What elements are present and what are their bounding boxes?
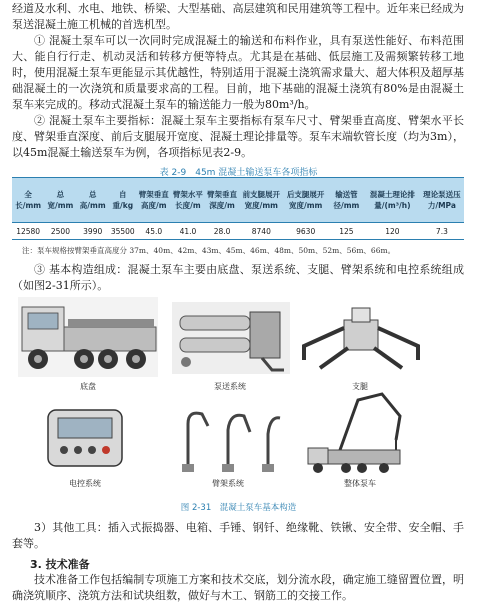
paragraph-features: ① 混凝土泵车可以一次同时完成混凝土的输送和布料作业，具有泵送性能好、布料范围大、能自行行走、机动灵活和转移方便等特点。尤其是在基础、低层施工及需频繁转移工地时，使用混凝土泵车更能显示其优越性，特别适用于混凝土浇筑需求量大、超大体积及超厚基础混凝土的一次浇筑和质量要求高的工程。目前，地下基础的混凝土浇筑有80%是由混凝土泵车来完成的。移动式混凝土泵车的输送能力一般为80m³/h。 <box>12 34 464 111</box>
figure-label-outrigger: 支腿 <box>352 382 368 391</box>
boom-system-image <box>168 404 288 474</box>
control-system-image <box>40 404 130 474</box>
table-cell: 28.0 <box>205 223 239 240</box>
table-header-cell: 混凝土理论排量/(m³/h) <box>365 178 420 223</box>
table-cell: 3990 <box>77 223 109 240</box>
table-header-cell: 自重/kg <box>109 178 137 223</box>
table-note: 注：泵车规格按臂架垂直高度分 37m、40m、42m、43m、45m、46m、48m、50m、52m、56m、66m。 <box>22 246 396 255</box>
table-cell: 120 <box>365 223 420 240</box>
table-header-cell: 理论泵送压力/MPa <box>420 178 464 223</box>
table-header-cell: 臂架垂直高度/m <box>137 178 171 223</box>
table-header-cell: 后支腿展开宽度/mm <box>284 178 328 223</box>
table-cell: 7.3 <box>420 223 464 240</box>
table-cell: 8740 <box>239 223 283 240</box>
paragraph-structure: ③ 基本构造组成：混凝土泵车主要由底盘、泵送系统、支腿、臂架系统和电控系统组成（如图2-31所示）。 <box>12 263 464 292</box>
table-header-cell: 全长/mm <box>12 178 44 223</box>
paragraph-indicators: ② 混凝土泵车主要指标：混凝土泵车主要指标有泵车尺寸、臂架垂直高度、臂架水平长度、臂架垂直深度、前后支腿展开宽度、混凝土理论排量等。泵车末端软管长度（均为3m），以45m混凝土输送泵车为例，各项指标见表2-9。 <box>12 114 464 159</box>
table-row <box>12 223 464 240</box>
figure-label-chassis: 底盘 <box>80 382 96 391</box>
table-header-cell: 臂架垂直深度/m <box>205 178 239 223</box>
figure-label-boom: 臂架系统 <box>212 479 244 488</box>
table-header-cell: 总宽/mm <box>44 178 76 223</box>
figure-label-complete-truck: 整体泵车 <box>344 479 376 488</box>
table-cell: 12580 <box>12 223 44 240</box>
outrigger-image <box>296 300 426 372</box>
paragraph-other-tools: 3）其他工具：插入式振捣器、电箱、手锤、钢钎、绝缘靴、铁锹、安全带、安全帽、手套等。 <box>12 521 464 550</box>
chassis-image <box>18 297 158 377</box>
table-header-cell: 输送管径/mm <box>328 178 365 223</box>
table-header-row <box>12 178 464 223</box>
table-cell: 9630 <box>284 223 328 240</box>
table-header-cell: 总高/mm <box>77 178 109 223</box>
table-cell: 41.0 <box>171 223 205 240</box>
table-cell: 125 <box>328 223 365 240</box>
spec-table <box>12 177 464 240</box>
table-header-cell: 前支腿展开宽度/mm <box>239 178 283 223</box>
table-cell: 2500 <box>44 223 76 240</box>
figure-label-control: 电控系统 <box>69 479 101 488</box>
complete-pump-truck-image <box>300 388 420 478</box>
section-heading: 3. 技术准备 <box>30 558 90 571</box>
figure-label-pumping: 泵送系统 <box>214 382 246 391</box>
table-caption: 表 2-9 45m 混凝土输送泵车各项指标 <box>159 168 318 178</box>
paragraph-technical-preparation: 技术准备工作包括编制专项施工方案和技术交底，划分流水段，确定施工缝留置位置，明确浇筑顺序、浇筑方法和试块组数，做好与木工、钢筋工的交接工作。 <box>12 573 464 602</box>
table-cell: 35500 <box>109 223 137 240</box>
table-cell: 45.0 <box>137 223 171 240</box>
figure-caption: 图 2-31 混凝土泵车基本构造 <box>180 503 297 513</box>
paragraph-intro: 经道及水利、水电、地铁、桥梁、大型基础、高层建筑和民用建筑等工程中。近年来已经成为泵送混凝土施工机械的首选机型。 <box>12 2 464 31</box>
table-header-cell: 臂架水平长度/m <box>171 178 205 223</box>
pumping-system-image <box>172 302 290 374</box>
